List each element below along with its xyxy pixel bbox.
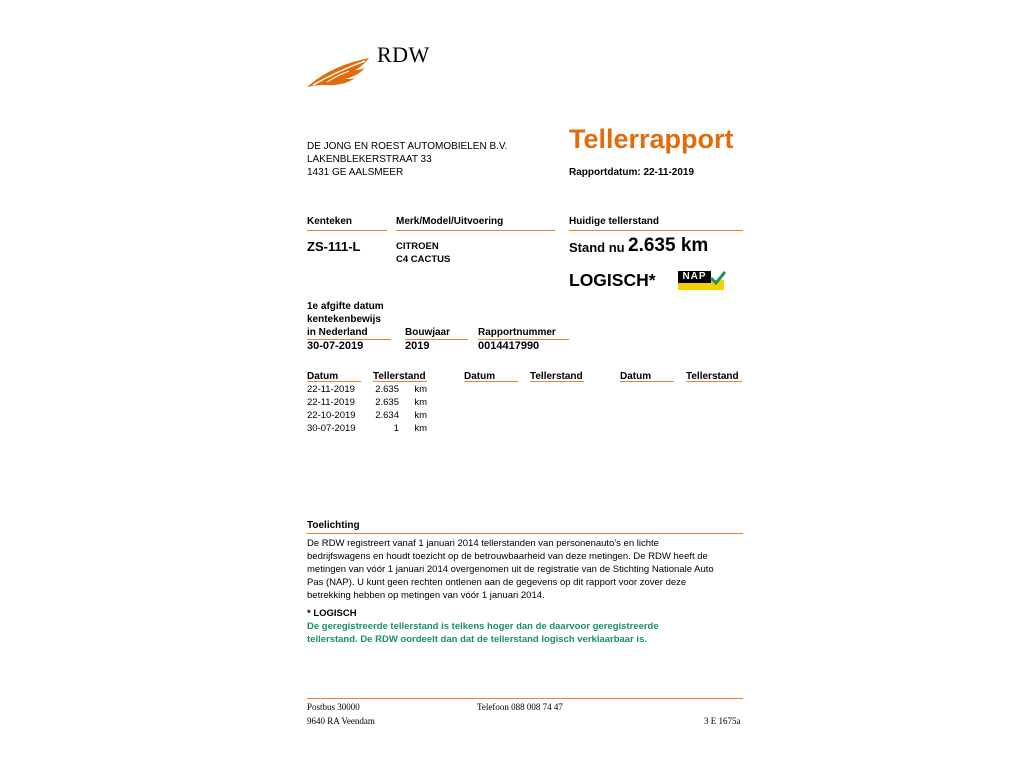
col-rule-1b <box>373 381 427 382</box>
explanation-line-2: bedrijfswagens en houdt toezicht op de betrouwbaarheid van deze metingen. De RDW heeft de <box>307 551 708 562</box>
logisch-note-label: * LOGISCH <box>307 608 357 619</box>
kenteken-rule <box>307 230 387 231</box>
kenteken-value: ZS-111-L <box>307 239 361 254</box>
stand-label: Huidige tellerstand <box>569 216 660 227</box>
row-stand: 2.634 <box>375 410 399 421</box>
logisch-note-line-2: tellerstand. De RDW oordeelt dan dat de tellerstand logisch verklaarbaar is. <box>307 634 647 645</box>
report-title: Tellerrapport <box>569 124 734 154</box>
row-unit: km <box>414 423 427 434</box>
rapportnummer-value: 0014417990 <box>478 340 540 352</box>
bouwjaar-value: 2019 <box>405 340 430 352</box>
col-datum-2: Datum <box>464 371 496 382</box>
row-datum: 22-11-2019 <box>307 384 355 395</box>
col-datum-1: Datum <box>307 371 339 382</box>
table-row <box>307 396 429 409</box>
row-datum: 22-11-2019 <box>307 397 355 408</box>
rapportnummer-label: Rapportnummer <box>478 327 556 338</box>
col-rule-3a <box>620 381 674 382</box>
explanation-line-4: Pas (NAP). U kunt geen rechten ontlenen aan de gegevens op dit rapport voor zover deze <box>307 577 687 588</box>
verdict: LOGISCH* <box>569 270 656 290</box>
col-rule-2b <box>530 381 584 382</box>
merk-label: Merk/Model/Uitvoering <box>396 216 504 227</box>
explanation-line-5: betrekking hebben op metingen van vóór 1 januari 2014. <box>307 590 545 601</box>
footer-phone: Telefoon 088 008 74 47 <box>477 702 563 712</box>
afgifte-label-1: 1e afgifte datum <box>307 301 384 312</box>
col-rule-3b <box>686 381 742 382</box>
col-datum-3: Datum <box>620 371 652 382</box>
col-tellerstand-1: Tellerstand <box>373 371 426 382</box>
toelichting-heading: Toelichting <box>307 520 360 531</box>
checkmark-icon <box>710 271 726 285</box>
sender-line-1: DE JONG EN ROEST AUTOMOBIELEN B.V. <box>307 141 508 152</box>
explanation-line-1: De RDW registreert vanaf 1 januari 2014 tellerstanden van personenauto's en lichte <box>307 538 659 549</box>
row-datum: 22-10-2019 <box>307 410 356 421</box>
footer-code: 3 E 1675a <box>704 716 741 726</box>
rdw-feather-logo-icon <box>305 55 371 89</box>
merk-value-2: C4 CACTUS <box>396 254 451 265</box>
row-unit: km <box>414 410 427 421</box>
col-tellerstand-3: Tellerstand <box>686 371 739 382</box>
afgifte-value: 30-07-2019 <box>307 340 364 352</box>
merk-rule <box>396 230 555 231</box>
report-date: Rapportdatum: 22-11-2019 <box>569 167 695 178</box>
toelichting-rule <box>307 533 743 534</box>
kenteken-label: Kenteken <box>307 216 353 227</box>
row-stand: 2.635 <box>375 384 399 395</box>
nap-badge <box>678 271 726 290</box>
footer-city: 9640 RA Veendam <box>307 716 375 726</box>
col-rule-2a <box>464 381 518 382</box>
sender-line-2: LAKENBLEKERSTRAAT 33 <box>307 154 432 165</box>
bouwjaar-label: Bouwjaar <box>405 327 451 338</box>
logisch-note-line-1: De geregistreerde tellerstand is telkens hoger dan de daarvoor geregistreerde <box>307 621 659 632</box>
row-unit: km <box>414 384 427 395</box>
footer-rule <box>307 698 743 699</box>
row-unit: km <box>414 397 427 408</box>
row-stand: 2.635 <box>375 397 399 408</box>
explanation-line-3: metingen van vóór 1 januari 2014 overgenomen uit de registratie van de Stichting Nationale Auto <box>307 564 714 575</box>
afgifte-label-2: kentekenbewijs <box>307 314 381 325</box>
footer-postbus: Postbus 30000 <box>307 702 360 712</box>
stand-rule <box>569 230 743 231</box>
sender-line-3: 1431 GE AALSMEER <box>307 167 404 178</box>
table-row <box>307 422 429 435</box>
afgifte-label-3: in Nederland <box>307 327 368 338</box>
col-rule-1a <box>307 381 361 382</box>
nap-label: NAP <box>678 271 711 283</box>
table-row <box>307 383 429 396</box>
row-stand: 1 <box>393 423 399 434</box>
merk-value-1: CITROEN <box>396 241 439 252</box>
row-datum: 30-07-2019 <box>307 423 356 434</box>
stand-prefix: Stand nu <box>569 240 625 255</box>
logo-text: RDW <box>377 42 430 67</box>
col-tellerstand-2: Tellerstand <box>530 371 583 382</box>
stand-value: 2.635 km <box>628 235 709 256</box>
table-row <box>307 409 429 422</box>
